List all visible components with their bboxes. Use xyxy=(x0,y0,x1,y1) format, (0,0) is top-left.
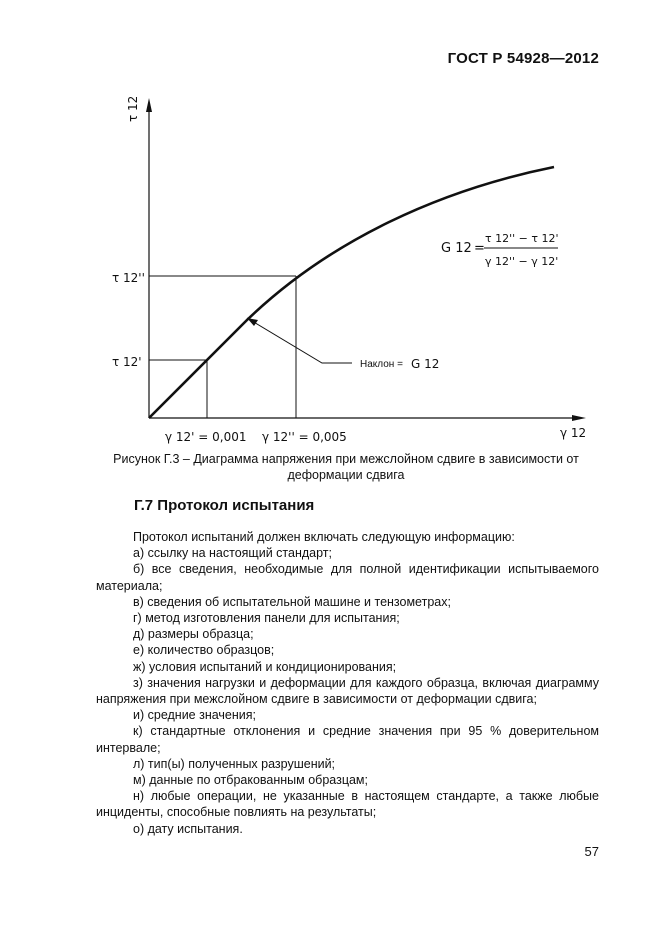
list-item: ж) условия испытаний и кондиционирования; xyxy=(133,659,397,674)
svg-text:=: = xyxy=(474,241,485,256)
stress-strain-curve xyxy=(149,167,554,418)
list-item: н) любые операции, не указанные в настоящем стандарте, а также любые инциденты, способные повлиять на результаты; xyxy=(96,789,599,820)
y-axis-arrow xyxy=(146,98,152,112)
figure-caption: Рисунок Г.3 – Диаграмма напряжения при межслойном сдвиге в зависимости от деформации сдвига xyxy=(113,452,579,482)
list-item: о) дату испытания. xyxy=(133,821,243,836)
slope-text: Наклон = xyxy=(360,359,403,370)
list-item: м) данные по отбракованным образцам; xyxy=(133,773,369,788)
list-item: и) средние значения; xyxy=(133,708,257,723)
list-item: г) метод изготовления панели для испытания; xyxy=(133,611,400,626)
section-title: Г.7 Протокол испытания xyxy=(134,497,315,514)
list-item: к) стандартные отклонения и средние значения при 95 % доверительном интервале; xyxy=(96,724,599,755)
svg-text:γ 12'' − γ 12': γ 12'' − γ 12' xyxy=(485,255,559,268)
x-axis-arrow xyxy=(572,415,586,421)
y-axis-label: τ 12 xyxy=(126,95,140,122)
list-item: л) тип(ы) полученных разрушений; xyxy=(133,756,336,771)
modulus-formula xyxy=(441,232,559,268)
shear-stress-strain-diagram xyxy=(0,0,661,450)
x-tick-gamma2: γ 12'' = 0,005 xyxy=(262,430,347,444)
list-item: в) сведения об испытательной машине и тензометрах; xyxy=(133,594,451,609)
svg-text:G 12: G 12 xyxy=(441,241,472,256)
slope-leader xyxy=(247,318,352,363)
paragraph: Протокол испытаний должен включать следующую информацию: xyxy=(133,530,515,544)
svg-text:τ 12'' − τ 12': τ 12'' − τ 12' xyxy=(485,232,559,245)
tau1-label: τ 12' xyxy=(112,355,142,369)
page-number: 57 xyxy=(584,844,599,859)
document-header: ГОСТ Р 54928—2012 xyxy=(447,50,599,67)
slope-symbol: G 12 xyxy=(411,357,440,371)
section-body xyxy=(96,529,599,837)
list-item: а) ссылку на настоящий стандарт; xyxy=(133,546,332,561)
list-item: б) все сведения, необходимые для полной идентификации испытываемого материала; xyxy=(96,562,599,593)
list-item: з) значения нагрузки и деформации для каждого образца, включая диаграмму напряжения при межслойном сдвиге в зависимости от деформации сдвига; xyxy=(96,675,599,707)
x-tick-gamma1: γ 12' = 0,001 xyxy=(165,430,247,444)
list-item: е) количество образцов; xyxy=(133,643,275,658)
tau2-label: τ 12'' xyxy=(112,271,145,285)
list-item: д) размеры образца; xyxy=(133,627,254,642)
x-axis-label: γ 12 xyxy=(560,426,587,440)
